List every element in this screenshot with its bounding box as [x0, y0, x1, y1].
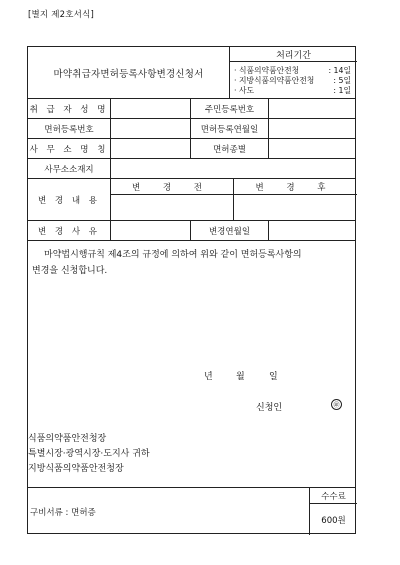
application-statement: [28, 247, 357, 279]
seal-icon: ㊞: [331, 399, 342, 410]
fee-box: [309, 488, 357, 535]
change-before-column: [110, 179, 233, 220]
addressee-line: 특별시장·광역시장·도지사 귀하: [28, 449, 150, 459]
form-title: 마약취급자면허등록사항변경신청서: [53, 68, 204, 80]
license-type-field[interactable]: [268, 139, 357, 158]
office-address-label: 사무소소재지: [44, 164, 94, 175]
date-day: 일: [269, 372, 278, 382]
addressee-line: 지방식품의약품안전청장: [28, 464, 124, 474]
row-handler: [28, 99, 355, 119]
change-after-field[interactable]: [234, 195, 357, 221]
processing-days: : 5일: [333, 76, 351, 85]
row-address: [28, 159, 355, 179]
row-change-reason: [28, 221, 355, 241]
processing-agency: · 사도: [234, 86, 255, 95]
office-name-field[interactable]: [110, 139, 190, 158]
processing-agency: · 지방식품의약품안전청: [234, 76, 315, 85]
change-before-label: 변 경 전: [111, 179, 233, 195]
change-reason-label: 변 경 사 유: [38, 226, 100, 237]
change-after-label: 변 경 후: [234, 179, 357, 195]
row-office: [28, 139, 355, 159]
processing-period-title: 처리기간: [230, 47, 357, 62]
processing-period-item: [234, 85, 351, 95]
required-documents: 구비서류 : 면허증: [30, 507, 96, 518]
processing-period-item: [234, 65, 351, 75]
office-address-field[interactable]: [110, 159, 357, 178]
date-month: 월: [236, 372, 245, 382]
license-date-label: 면허등록연월일: [190, 119, 268, 138]
fee-value: 600원: [321, 515, 346, 526]
processing-period-box: [229, 47, 357, 98]
form-reference: [별지 제2호서식]: [28, 10, 95, 20]
change-before-field[interactable]: [111, 195, 233, 221]
date-year: 년: [204, 372, 213, 382]
application-form: [27, 46, 356, 534]
license-no-field[interactable]: [110, 119, 190, 138]
form-header: [28, 47, 355, 99]
handler-name-label: 취 급 자 성 명: [29, 104, 109, 115]
license-date-field[interactable]: [268, 119, 357, 138]
statement-line: 마약법시행규칙 제4조의 규정에 의하여 위와 같이 면허등록사항의: [44, 250, 302, 260]
row-change-content: [28, 179, 355, 221]
change-date-label: 변경연월일: [190, 221, 268, 240]
fee-label: 수수료: [310, 488, 357, 504]
processing-days: : 14일: [328, 66, 351, 75]
office-name-label: 사 무 소 명 칭: [29, 144, 109, 155]
row-license: [28, 119, 355, 139]
change-content-label: 변 경 내 용: [38, 195, 100, 206]
change-after-column: [233, 179, 357, 220]
applicant-label: 신청인: [256, 403, 283, 413]
processing-period-item: [234, 75, 351, 85]
license-type-label: 면허종별: [190, 139, 268, 158]
resident-no-label: 주민등록번호: [190, 99, 268, 118]
addressee-line: 식품의약품안전청장: [28, 434, 107, 444]
form-footer: [28, 487, 355, 535]
processing-agency: · 식품의약품안전청: [234, 66, 300, 75]
resident-no-field[interactable]: [268, 99, 357, 118]
license-no-label: 면허등록번호: [44, 124, 94, 135]
processing-days: : 1일: [333, 86, 351, 95]
change-date-field[interactable]: [268, 221, 357, 240]
statement-line: 변경을 신청합니다.: [32, 266, 108, 276]
change-reason-field[interactable]: [110, 221, 190, 240]
handler-name-field[interactable]: [110, 99, 190, 118]
